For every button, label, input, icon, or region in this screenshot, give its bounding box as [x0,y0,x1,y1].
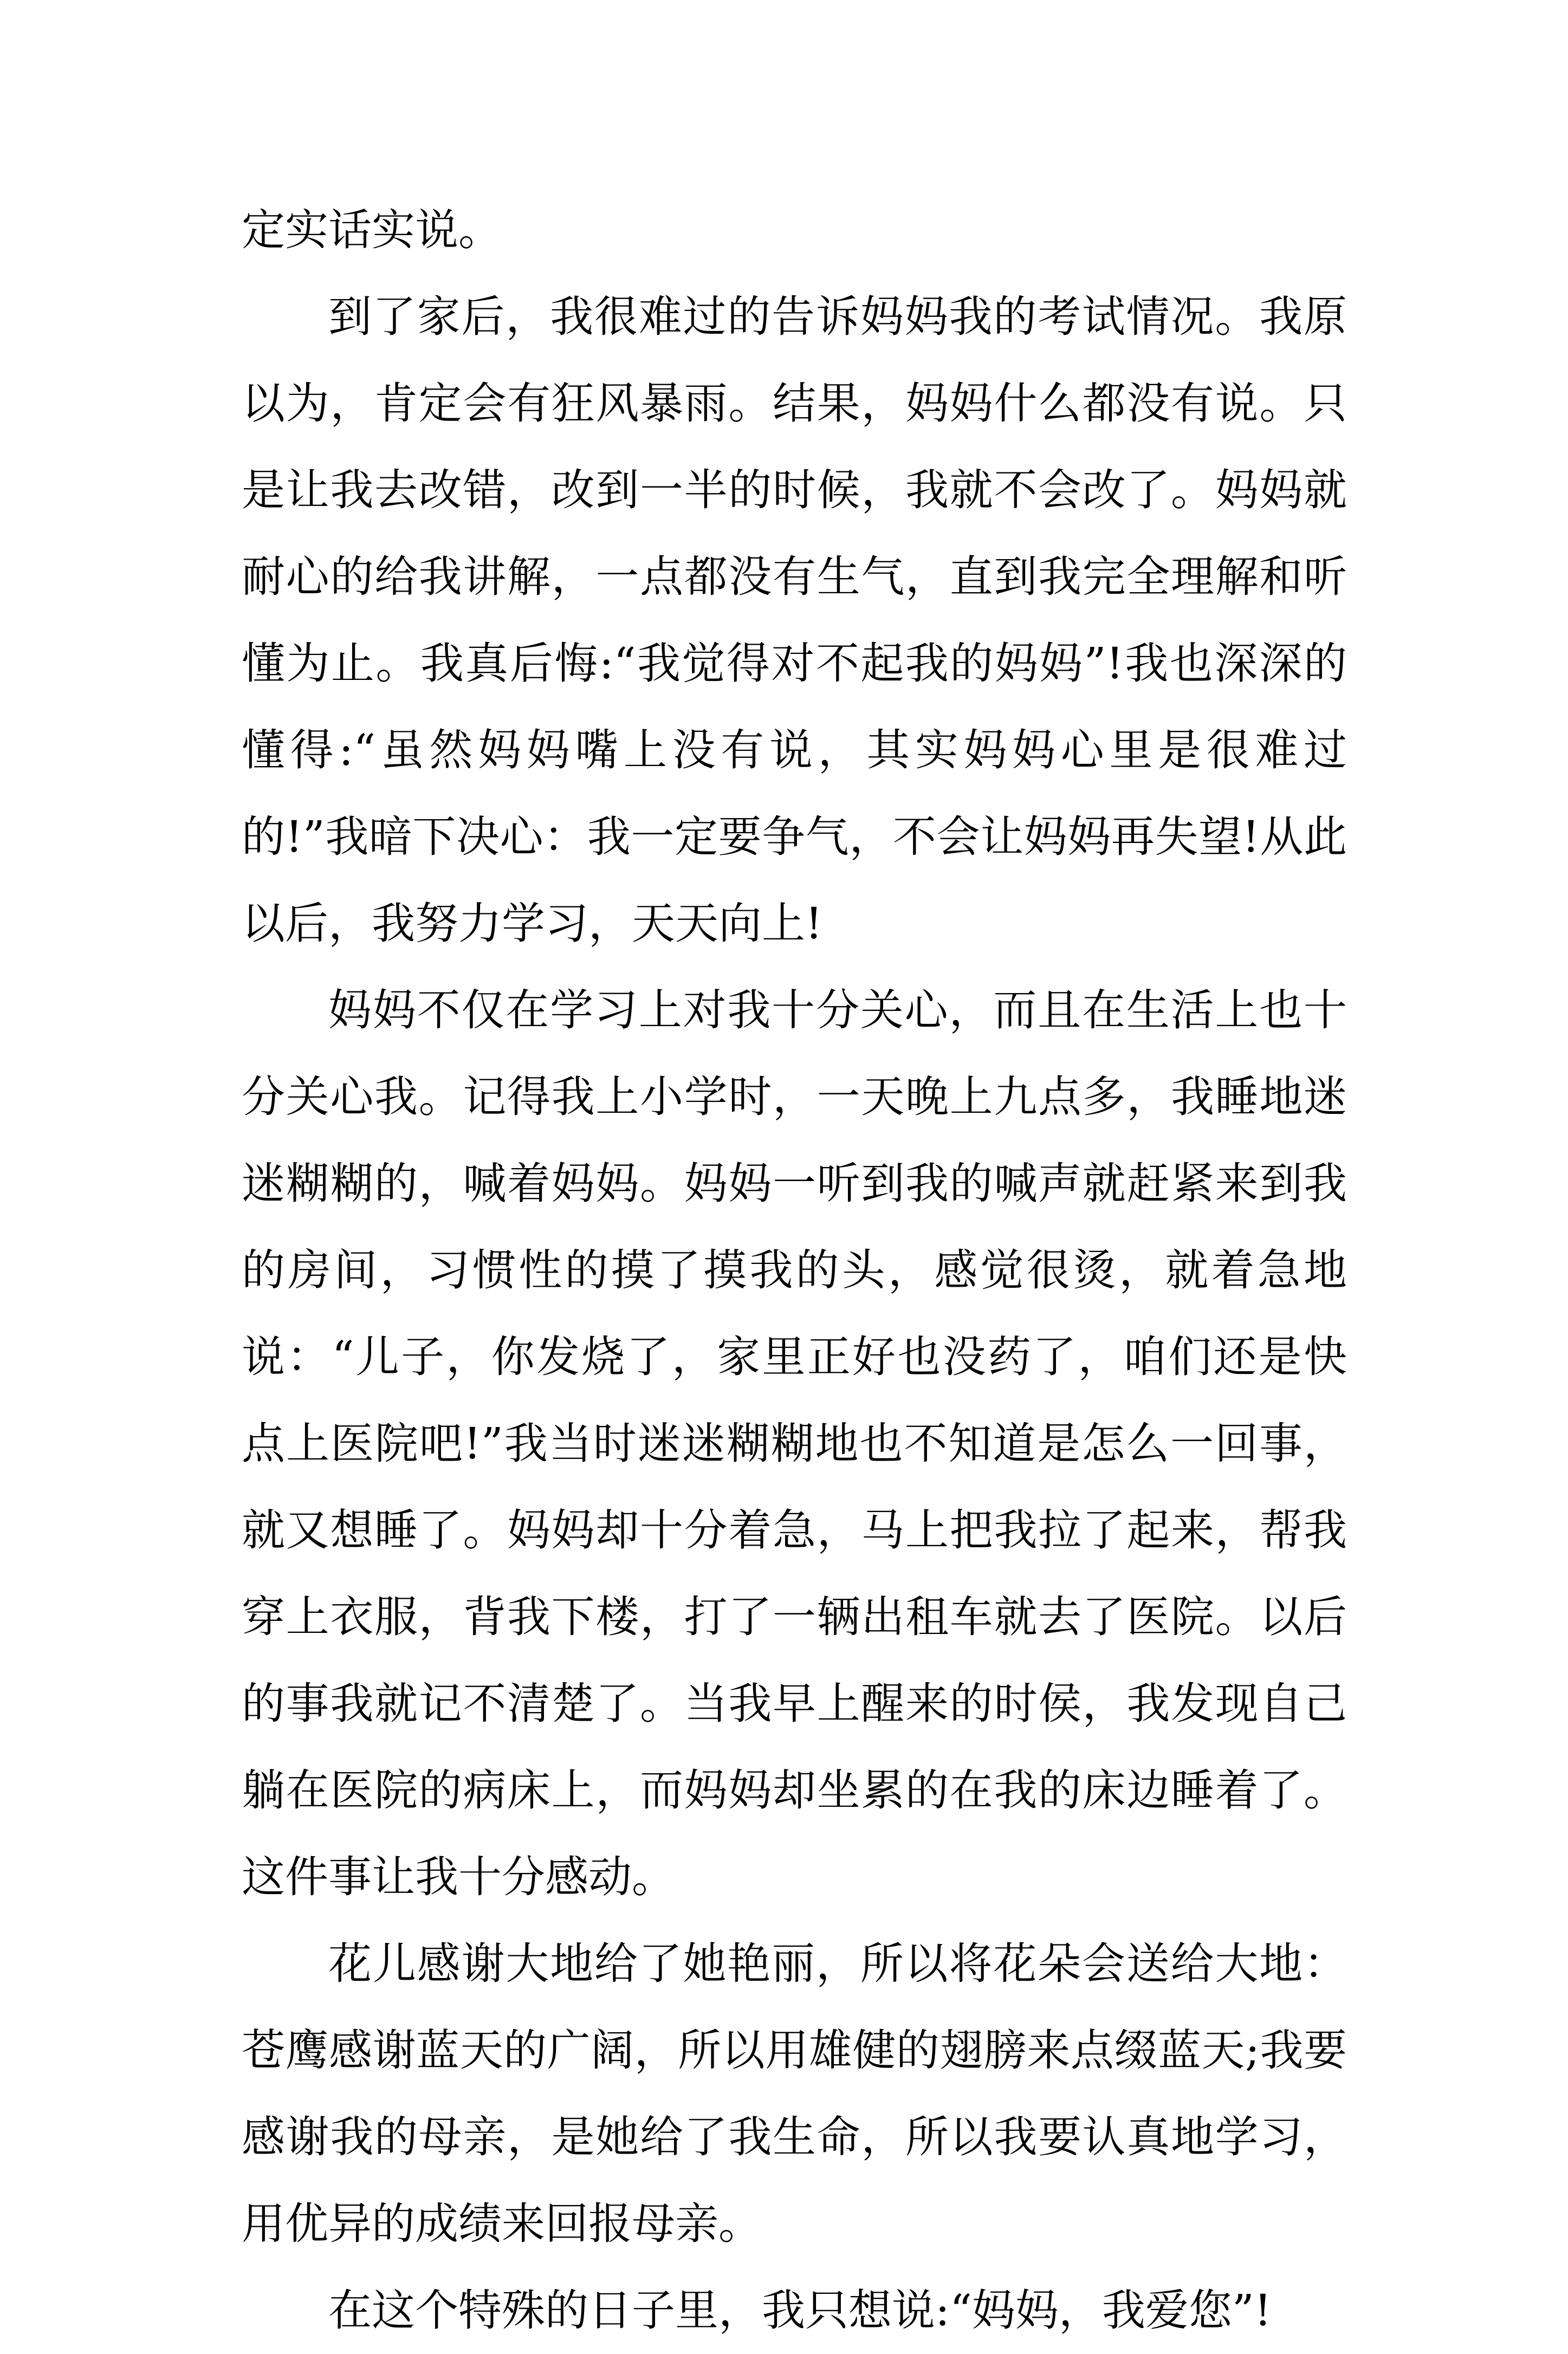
paragraph-exam-story: 到了家后，我很难过的告诉妈妈我的考试情况。我原以为，肯定会有狂风暴雨。结果，妈妈什么都没有说。只是让我去改错，改到一半的时候，我就不会改了。妈妈就耐心的给我讲解，一点都没有生气，直到我完全理解和听懂为止。我真后悔:“我觉得对不起我的妈妈”!我也深深的懂得:“虽然妈妈嘴上没有说，其实妈妈心里是很难过的!”我暗下决心：我一定要争气，不会让妈妈再失望!从此以后，我努力学习，天天向上! [242,291,1347,949]
paragraph-gratitude: 花儿感谢大地给了她艳丽，所以将花朵会送给大地：苍鹰感谢蓝天的广阔，所以用雄健的翅膀来点缀蓝天;我要感谢我的母亲，是她给了我生命，所以我要认真地学习，用优异的成绩来回报母亲。 [242,1938,1347,2249]
paragraph-continuation: 定实话实说。 [242,205,502,255]
document-body [242,187,1347,2354]
paragraph-closing: 在这个特殊的日子里，我只想说:“妈妈，我爱您”! [328,2285,1272,2336]
paragraph-fever-story: 妈妈不仅在学习上对我十分关心，而且在生活上也十分关心我。记得我上小学时，一天晚上九点多，我睡地迷迷糊糊的，喊着妈妈。妈妈一听到我的喊声就赶紧来到我的房间，习惯性的摸了摸我的头，感觉很烫，就着急地说：“儿子，你发烧了，家里正好也没药了，咱们还是快点上医院吧!”我当时迷迷糊糊地也不知道是怎么一回事，就又想睡了。妈妈却十分着急，马上把我拉了起来，帮我穿上衣服，背我下楼，打了一辆出租车就去了医院。以后的事我就记不清楚了。当我早上醒来的时侯，我发现自己躺在医院的病床上，而妈妈却坐累的在我的床边睡着了。这件事让我十分感动。 [242,985,1347,1902]
